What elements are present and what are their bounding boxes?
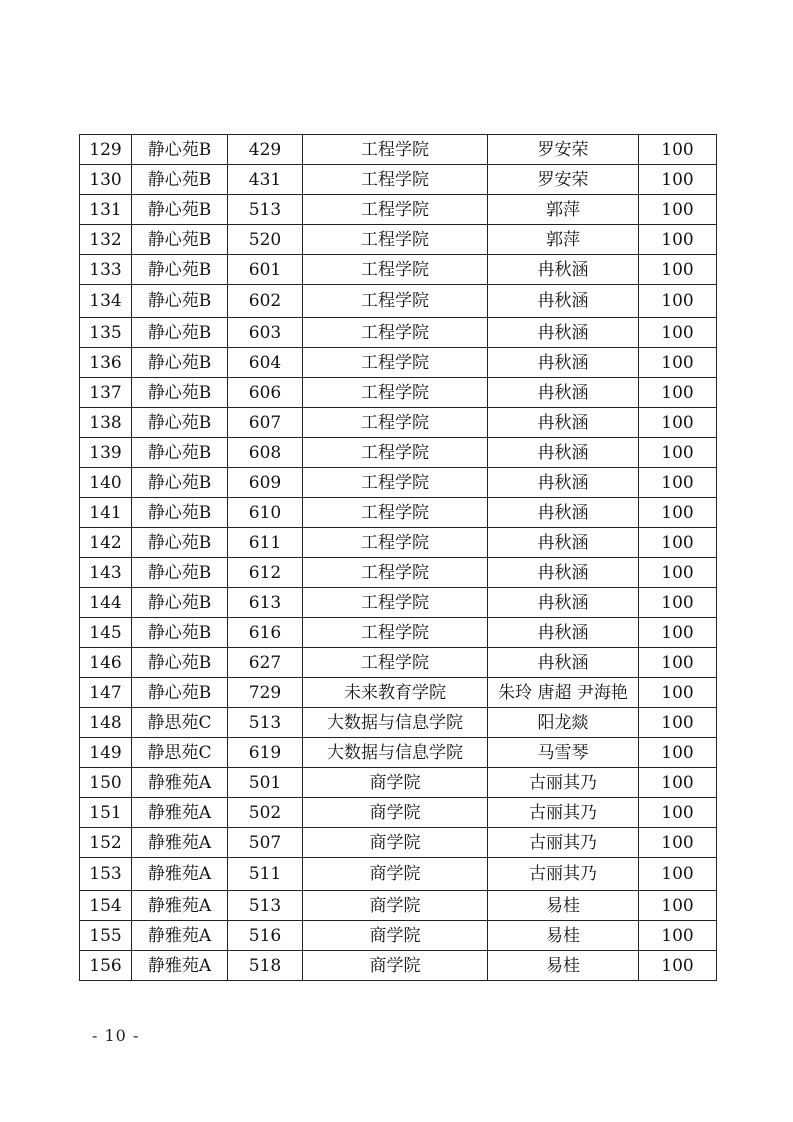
score-cell: 100 [639, 648, 717, 678]
row-number-cell: 133 [80, 255, 132, 285]
room-cell: 511 [228, 858, 303, 891]
score-cell: 100 [639, 408, 717, 438]
college-cell: 工程学院 [303, 348, 488, 378]
row-number-cell: 132 [80, 225, 132, 255]
room-cell: 603 [228, 318, 303, 348]
counselor-cell: 古丽其乃 [488, 798, 639, 828]
table-row [80, 708, 717, 738]
row-number-cell: 129 [80, 135, 132, 165]
room-cell: 601 [228, 255, 303, 285]
room-cell: 513 [228, 891, 303, 921]
row-number-cell: 149 [80, 738, 132, 768]
building-cell: 静心苑B [132, 165, 228, 195]
counselor-cell: 阳龙燚 [488, 708, 639, 738]
counselor-cell: 冉秋涵 [488, 588, 639, 618]
counselor-cell: 冉秋涵 [488, 468, 639, 498]
score-cell: 100 [639, 738, 717, 768]
college-cell: 商学院 [303, 768, 488, 798]
room-cell: 513 [228, 195, 303, 225]
table-row [80, 678, 717, 708]
score-cell: 100 [639, 528, 717, 558]
counselor-cell: 冉秋涵 [488, 498, 639, 528]
counselor-cell: 马雪琴 [488, 738, 639, 768]
room-cell: 604 [228, 348, 303, 378]
counselor-cell: 冉秋涵 [488, 558, 639, 588]
building-cell: 静心苑B [132, 648, 228, 678]
row-number-cell: 151 [80, 798, 132, 828]
row-number-cell: 155 [80, 921, 132, 951]
table-row [80, 891, 717, 921]
table-row [80, 858, 717, 891]
room-cell: 513 [228, 708, 303, 738]
counselor-cell: 易桂 [488, 921, 639, 951]
college-cell: 工程学院 [303, 498, 488, 528]
building-cell: 静心苑B [132, 408, 228, 438]
college-cell: 商学院 [303, 951, 488, 981]
counselor-cell: 郭萍 [488, 225, 639, 255]
building-cell: 静雅苑A [132, 891, 228, 921]
building-cell: 静心苑B [132, 348, 228, 378]
building-cell: 静雅苑A [132, 768, 228, 798]
room-cell: 607 [228, 408, 303, 438]
counselor-cell: 冉秋涵 [488, 648, 639, 678]
table-row [80, 378, 717, 408]
building-cell: 静雅苑A [132, 828, 228, 858]
counselor-cell: 罗安荣 [488, 165, 639, 195]
room-cell: 429 [228, 135, 303, 165]
counselor-cell: 罗安荣 [488, 135, 639, 165]
row-number-cell: 142 [80, 528, 132, 558]
table-row [80, 798, 717, 828]
score-cell: 100 [639, 828, 717, 858]
room-cell: 616 [228, 618, 303, 648]
score-cell: 100 [639, 135, 717, 165]
table-row [80, 528, 717, 558]
row-number-cell: 141 [80, 498, 132, 528]
college-cell: 工程学院 [303, 255, 488, 285]
score-cell: 100 [639, 438, 717, 468]
score-cell: 100 [639, 348, 717, 378]
college-cell: 商学院 [303, 921, 488, 951]
college-cell: 商学院 [303, 798, 488, 828]
counselor-cell: 冉秋涵 [488, 438, 639, 468]
counselor-cell: 郭萍 [488, 195, 639, 225]
college-cell: 工程学院 [303, 408, 488, 438]
counselor-cell: 古丽其乃 [488, 768, 639, 798]
room-cell: 431 [228, 165, 303, 195]
table-row [80, 768, 717, 798]
room-cell: 520 [228, 225, 303, 255]
room-cell: 606 [228, 378, 303, 408]
building-cell: 静思苑C [132, 708, 228, 738]
room-cell: 501 [228, 768, 303, 798]
college-cell: 商学院 [303, 858, 488, 891]
score-cell: 100 [639, 558, 717, 588]
college-cell: 工程学院 [303, 588, 488, 618]
page-number: - 10 - [92, 1026, 140, 1045]
score-cell: 100 [639, 588, 717, 618]
counselor-cell: 易桂 [488, 891, 639, 921]
score-cell: 100 [639, 225, 717, 255]
room-cell: 507 [228, 828, 303, 858]
table-row [80, 951, 717, 981]
score-cell: 100 [639, 165, 717, 195]
table-row [80, 921, 717, 951]
score-cell: 100 [639, 285, 717, 318]
row-number-cell: 143 [80, 558, 132, 588]
room-cell: 516 [228, 921, 303, 951]
room-cell: 518 [228, 951, 303, 981]
counselor-cell: 冉秋涵 [488, 378, 639, 408]
counselor-cell: 冉秋涵 [488, 255, 639, 285]
counselor-cell: 冉秋涵 [488, 528, 639, 558]
table-row [80, 195, 717, 225]
row-number-cell: 150 [80, 768, 132, 798]
building-cell: 静心苑B [132, 285, 228, 318]
building-cell: 静雅苑A [132, 858, 228, 891]
college-cell: 未来教育学院 [303, 678, 488, 708]
row-number-cell: 152 [80, 828, 132, 858]
score-table [79, 134, 717, 981]
row-number-cell: 144 [80, 588, 132, 618]
table-row [80, 738, 717, 768]
college-cell: 工程学院 [303, 468, 488, 498]
room-cell: 729 [228, 678, 303, 708]
score-cell: 100 [639, 378, 717, 408]
room-cell: 608 [228, 438, 303, 468]
score-cell: 100 [639, 678, 717, 708]
room-cell: 612 [228, 558, 303, 588]
row-number-cell: 130 [80, 165, 132, 195]
college-cell: 工程学院 [303, 438, 488, 468]
table-row [80, 225, 717, 255]
college-cell: 工程学院 [303, 225, 488, 255]
counselor-cell: 冉秋涵 [488, 285, 639, 318]
table-row [80, 468, 717, 498]
counselor-cell: 朱玲 唐超 尹海艳 [488, 678, 639, 708]
table-row [80, 348, 717, 378]
row-number-cell: 137 [80, 378, 132, 408]
building-cell: 静心苑B [132, 678, 228, 708]
building-cell: 静心苑B [132, 618, 228, 648]
building-cell: 静心苑B [132, 318, 228, 348]
building-cell: 静心苑B [132, 528, 228, 558]
room-cell: 502 [228, 798, 303, 828]
room-cell: 609 [228, 468, 303, 498]
table-row [80, 498, 717, 528]
room-cell: 613 [228, 588, 303, 618]
building-cell: 静心苑B [132, 438, 228, 468]
score-cell: 100 [639, 768, 717, 798]
college-cell: 工程学院 [303, 618, 488, 648]
score-cell: 100 [639, 498, 717, 528]
table-row [80, 135, 717, 165]
row-number-cell: 135 [80, 318, 132, 348]
score-cell: 100 [639, 618, 717, 648]
score-cell: 100 [639, 318, 717, 348]
row-number-cell: 145 [80, 618, 132, 648]
building-cell: 静心苑B [132, 468, 228, 498]
score-cell: 100 [639, 798, 717, 828]
table-row [80, 165, 717, 195]
table-row [80, 318, 717, 348]
score-cell: 100 [639, 921, 717, 951]
college-cell: 大数据与信息学院 [303, 708, 488, 738]
room-cell: 610 [228, 498, 303, 528]
building-cell: 静心苑B [132, 135, 228, 165]
college-cell: 大数据与信息学院 [303, 738, 488, 768]
counselor-cell: 古丽其乃 [488, 828, 639, 858]
row-number-cell: 134 [80, 285, 132, 318]
building-cell: 静雅苑A [132, 951, 228, 981]
room-cell: 602 [228, 285, 303, 318]
row-number-cell: 147 [80, 678, 132, 708]
building-cell: 静雅苑A [132, 921, 228, 951]
counselor-cell: 冉秋涵 [488, 408, 639, 438]
building-cell: 静心苑B [132, 498, 228, 528]
table-row [80, 618, 717, 648]
room-cell: 627 [228, 648, 303, 678]
college-cell: 工程学院 [303, 648, 488, 678]
building-cell: 静心苑B [132, 588, 228, 618]
college-cell: 工程学院 [303, 528, 488, 558]
college-cell: 工程学院 [303, 558, 488, 588]
row-number-cell: 136 [80, 348, 132, 378]
college-cell: 工程学院 [303, 165, 488, 195]
college-cell: 工程学院 [303, 135, 488, 165]
score-cell: 100 [639, 708, 717, 738]
college-cell: 商学院 [303, 891, 488, 921]
college-cell: 工程学院 [303, 285, 488, 318]
score-cell: 100 [639, 195, 717, 225]
row-number-cell: 156 [80, 951, 132, 981]
table-row [80, 558, 717, 588]
counselor-cell: 易桂 [488, 951, 639, 981]
table-row [80, 648, 717, 678]
score-cell: 100 [639, 255, 717, 285]
score-cell: 100 [639, 468, 717, 498]
row-number-cell: 153 [80, 858, 132, 891]
college-cell: 工程学院 [303, 195, 488, 225]
table-row [80, 588, 717, 618]
row-number-cell: 138 [80, 408, 132, 438]
score-cell: 100 [639, 891, 717, 921]
row-number-cell: 146 [80, 648, 132, 678]
building-cell: 静雅苑A [132, 798, 228, 828]
building-cell: 静心苑B [132, 558, 228, 588]
building-cell: 静思苑C [132, 738, 228, 768]
table-row [80, 285, 717, 318]
college-cell: 工程学院 [303, 378, 488, 408]
room-cell: 619 [228, 738, 303, 768]
row-number-cell: 154 [80, 891, 132, 921]
score-cell: 100 [639, 858, 717, 891]
college-cell: 工程学院 [303, 318, 488, 348]
building-cell: 静心苑B [132, 225, 228, 255]
counselor-cell: 冉秋涵 [488, 618, 639, 648]
counselor-cell: 冉秋涵 [488, 318, 639, 348]
table-row [80, 255, 717, 285]
table-row [80, 438, 717, 468]
row-number-cell: 140 [80, 468, 132, 498]
table-row [80, 408, 717, 438]
row-number-cell: 139 [80, 438, 132, 468]
building-cell: 静心苑B [132, 195, 228, 225]
table-row [80, 828, 717, 858]
score-cell: 100 [639, 951, 717, 981]
counselor-cell: 古丽其乃 [488, 858, 639, 891]
table-body [80, 135, 717, 981]
row-number-cell: 148 [80, 708, 132, 738]
building-cell: 静心苑B [132, 378, 228, 408]
room-cell: 611 [228, 528, 303, 558]
counselor-cell: 冉秋涵 [488, 348, 639, 378]
college-cell: 商学院 [303, 828, 488, 858]
building-cell: 静心苑B [132, 255, 228, 285]
row-number-cell: 131 [80, 195, 132, 225]
